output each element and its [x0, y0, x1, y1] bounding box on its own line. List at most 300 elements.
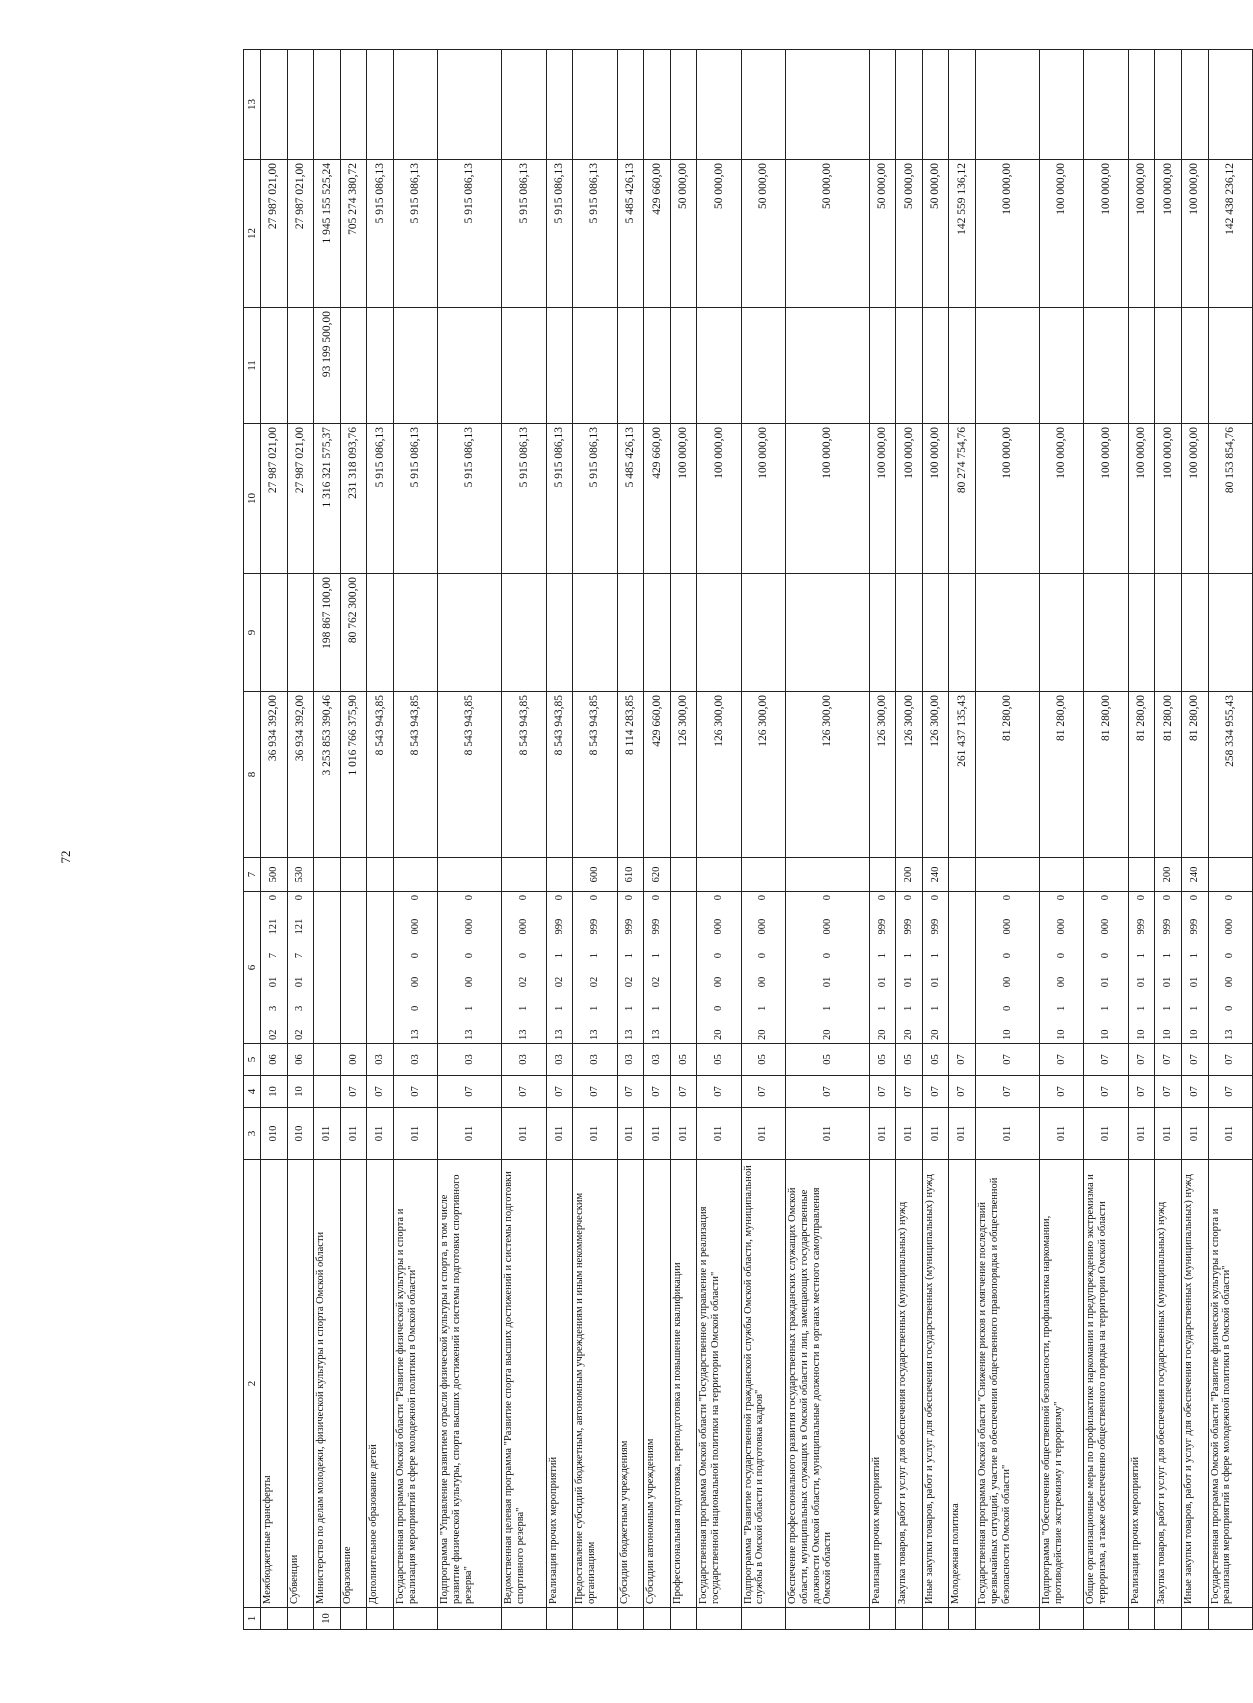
code-part: 0 — [1001, 895, 1013, 901]
amount-col11-cell — [546, 308, 573, 424]
subsection-cell: 03 — [438, 1044, 502, 1076]
amount-col13-cell — [546, 50, 573, 160]
table-row — [261, 50, 288, 1630]
expense-type-cell: 240 — [1181, 858, 1208, 892]
code-part: 1 — [651, 1005, 663, 1011]
expense-type-cell — [869, 858, 896, 892]
expense-type-cell — [1128, 858, 1155, 892]
amount-col12-cell: 50 000,00 — [786, 160, 870, 308]
code-part: 20 — [903, 1029, 915, 1040]
row-number-cell — [644, 1608, 671, 1630]
row-name-cell: Межбюджетные трансферты — [261, 1160, 288, 1608]
amount-col11-cell — [617, 308, 644, 424]
target-article-cell — [644, 892, 671, 1044]
row-name-cell: Государственная программа Омской области "Развитие физической культуры и спорта и реализация мероприятий в сфере молодежной политики в Омской области" — [1208, 1160, 1252, 1608]
code-part: 13 — [651, 1029, 663, 1040]
amount-col8-cell: 8 543 943,85 — [546, 692, 573, 858]
amount-col13-cell — [869, 50, 896, 160]
admin-code-cell: 011 — [1084, 1108, 1128, 1160]
code-part: 0 — [1224, 895, 1236, 901]
amount-col11-cell — [573, 308, 617, 424]
target-article-cell — [1084, 892, 1128, 1044]
amount-col9-cell — [367, 574, 394, 692]
admin-code-cell: 011 — [949, 1108, 976, 1160]
subsection-cell: 00 — [340, 1044, 367, 1076]
table-row — [786, 50, 870, 1630]
amount-col9-cell — [261, 574, 288, 692]
code-part: 999 — [903, 918, 915, 935]
subsection-cell: 05 — [922, 1044, 949, 1076]
row-number-cell — [949, 1608, 976, 1630]
section-cell: 07 — [393, 1076, 437, 1108]
subsection-cell: 06 — [261, 1044, 288, 1076]
row-number-cell — [670, 1608, 697, 1630]
code-part: 0 — [463, 953, 475, 959]
amount-col12-cell: 100 000,00 — [1181, 160, 1208, 308]
expense-type-cell — [1084, 858, 1128, 892]
expense-type-cell — [741, 858, 785, 892]
amount-col10-cell: 100 000,00 — [1181, 424, 1208, 574]
code-part: 999 — [876, 918, 888, 935]
expense-type-cell — [976, 858, 1040, 892]
amount-col13-cell — [741, 50, 785, 160]
admin-code-cell: 011 — [393, 1108, 437, 1160]
table-row — [393, 50, 437, 1630]
target-article-cell — [287, 892, 314, 1044]
target-article-cell — [670, 892, 697, 1044]
amount-col10-cell: 27 987 021,00 — [287, 424, 314, 574]
amount-col12-cell: 100 000,00 — [976, 160, 1040, 308]
code-part: 0 — [1100, 895, 1112, 901]
amount-col8-cell: 126 300,00 — [670, 692, 697, 858]
code-part: 0 — [1188, 895, 1200, 901]
amount-col8-cell: 36 934 392,00 — [287, 692, 314, 858]
table-row — [949, 50, 976, 1630]
subsection-cell: 07 — [1040, 1044, 1084, 1076]
expense-type-cell — [438, 858, 502, 892]
amount-col12-cell: 50 000,00 — [896, 160, 923, 308]
amount-col10-cell: 5 915 086,13 — [438, 424, 502, 574]
row-number-cell — [1084, 1608, 1128, 1630]
admin-code-cell: 011 — [1181, 1108, 1208, 1160]
amount-col13-cell — [896, 50, 923, 160]
section-cell: 07 — [546, 1076, 573, 1108]
amount-col13-cell — [922, 50, 949, 160]
subsection-cell: 06 — [287, 1044, 314, 1076]
amount-col10-cell: 5 915 086,13 — [573, 424, 617, 574]
row-number-cell — [617, 1608, 644, 1630]
table-row — [617, 50, 644, 1630]
page-number: 72 — [58, 850, 73, 864]
amount-col11-cell — [393, 308, 437, 424]
amount-col9-cell — [1040, 574, 1084, 692]
table-row — [438, 50, 502, 1630]
code-part: 000 — [1001, 918, 1013, 935]
code-part: 1 — [903, 953, 915, 959]
amount-col9-cell — [502, 574, 546, 692]
code-part: 1 — [589, 953, 601, 959]
code-part: 00 — [713, 976, 725, 988]
row-number-cell — [1155, 1608, 1182, 1630]
row-number-cell: 10 — [314, 1608, 341, 1630]
subsection-cell: 05 — [786, 1044, 870, 1076]
section-cell: 07 — [869, 1076, 896, 1108]
row-number-cell — [287, 1608, 314, 1630]
amount-col13-cell — [644, 50, 671, 160]
code-part: 10 — [1001, 1029, 1013, 1040]
target-article-cell — [261, 892, 288, 1044]
code-part: 7 — [267, 953, 279, 959]
amount-col9-cell — [1084, 574, 1128, 692]
admin-code-cell: 010 — [287, 1108, 314, 1160]
amount-col8-cell: 1 016 766 375,90 — [340, 692, 367, 858]
target-article-cell — [786, 892, 870, 1044]
amount-col9-cell — [1155, 574, 1182, 692]
code-part: 00 — [409, 976, 421, 988]
amount-col8-cell: 126 300,00 — [896, 692, 923, 858]
code-part: 0 — [876, 895, 888, 901]
target-article-cell — [502, 892, 546, 1044]
amount-col10-cell: 5 915 086,13 — [502, 424, 546, 574]
subsection-cell: 07 — [1128, 1044, 1155, 1076]
amount-col11-cell — [1128, 308, 1155, 424]
amount-col10-cell: 5 485 426,13 — [617, 424, 644, 574]
amount-col10-cell: 100 000,00 — [1084, 424, 1128, 574]
row-name-cell: Закупка товаров, работ и услуг для обеспечения государственных (муниципальных) нужд — [1155, 1160, 1182, 1608]
code-part: 20 — [713, 1029, 725, 1040]
subsection-cell: 03 — [573, 1044, 617, 1076]
row-name-cell: Иные закупки товаров, работ и услуг для обеспечения государственных (муниципальных) нужд — [1181, 1160, 1208, 1608]
table-row — [644, 50, 671, 1630]
code-part: 02 — [267, 1029, 279, 1040]
target-article-cell — [546, 892, 573, 1044]
amount-col10-cell: 100 000,00 — [697, 424, 741, 574]
amount-col8-cell: 126 300,00 — [869, 692, 896, 858]
row-name-cell: Министерство по делам молодежи, физической культуры и спорта Омской области — [314, 1160, 341, 1608]
amount-col9-cell — [949, 574, 976, 692]
code-part: 13 — [1224, 1029, 1236, 1040]
code-part: 1 — [624, 1005, 636, 1011]
section-cell: 07 — [573, 1076, 617, 1108]
subsection-cell: 07 — [1155, 1044, 1182, 1076]
code-part: 13 — [553, 1029, 565, 1040]
subsection-cell: 05 — [741, 1044, 785, 1076]
code-part: 0 — [713, 895, 725, 901]
column-header-11: 11 — [244, 308, 261, 424]
target-article-cell — [1040, 892, 1084, 1044]
amount-col13-cell — [261, 50, 288, 160]
code-part: 1 — [1162, 953, 1174, 959]
amount-col11-cell — [869, 308, 896, 424]
row-number-cell — [786, 1608, 870, 1630]
code-part: 0 — [1001, 1005, 1013, 1011]
row-name-cell: Реализация прочих мероприятий — [546, 1160, 573, 1608]
row-name-cell: Государственная программа Омской области "Снижение рисков и смягчение последствий чрезвычайных ситуаций, участие в обеспечении общественного правопорядка и общественной безопасности Омской области" — [976, 1160, 1040, 1608]
row-number-cell — [573, 1608, 617, 1630]
amount-col9-cell — [573, 574, 617, 692]
row-number-cell — [697, 1608, 741, 1630]
row-name-cell: Субсидии бюджетным учреждениям — [617, 1160, 644, 1608]
admin-code-cell: 011 — [786, 1108, 870, 1160]
amount-col13-cell — [340, 50, 367, 160]
column-header-5: 5 — [244, 1044, 261, 1076]
code-part: 999 — [929, 918, 941, 935]
code-part: 999 — [589, 918, 601, 935]
amount-col8-cell: 36 934 392,00 — [261, 692, 288, 858]
amount-col11-cell — [340, 308, 367, 424]
code-part: 02 — [553, 976, 565, 988]
budget-table — [243, 49, 1253, 1630]
code-part: 01 — [821, 976, 833, 988]
code-part: 0 — [821, 953, 833, 959]
code-part: 0 — [903, 895, 915, 901]
section-cell: 07 — [1155, 1076, 1182, 1108]
amount-col11-cell — [1181, 308, 1208, 424]
code-part: 999 — [624, 918, 636, 935]
code-part: 02 — [589, 976, 601, 988]
subsection-cell: 05 — [670, 1044, 697, 1076]
amount-col13-cell — [1208, 50, 1252, 160]
amount-col12-cell: 50 000,00 — [869, 160, 896, 308]
amount-col8-cell: 126 300,00 — [922, 692, 949, 858]
amount-col13-cell — [1084, 50, 1128, 160]
row-name-cell: Субсидии автономным учреждениям — [644, 1160, 671, 1608]
amount-col9-cell — [896, 574, 923, 692]
amount-col12-cell: 5 915 086,13 — [502, 160, 546, 308]
amount-col8-cell: 81 280,00 — [1155, 692, 1182, 858]
code-part: 0 — [757, 953, 769, 959]
amount-col12-cell: 50 000,00 — [741, 160, 785, 308]
row-number-cell — [393, 1608, 437, 1630]
admin-code-cell: 011 — [896, 1108, 923, 1160]
row-number-cell — [869, 1608, 896, 1630]
amount-col10-cell: 27 987 021,00 — [261, 424, 288, 574]
amount-col13-cell — [786, 50, 870, 160]
code-part: 3 — [267, 1005, 279, 1011]
table-row — [367, 50, 394, 1630]
code-part: 13 — [518, 1029, 530, 1040]
code-part: 1 — [757, 1005, 769, 1011]
table-row — [1155, 50, 1182, 1630]
amount-col9-cell — [393, 574, 437, 692]
subsection-cell — [314, 1044, 341, 1076]
target-article-cell — [314, 892, 341, 1044]
code-part: 999 — [651, 918, 663, 935]
amount-col8-cell: 81 280,00 — [1040, 692, 1084, 858]
amount-col9-cell — [922, 574, 949, 692]
amount-col10-cell: 231 318 093,76 — [340, 424, 367, 574]
amount-col13-cell — [1040, 50, 1084, 160]
code-part: 01 — [1188, 976, 1200, 988]
code-part: 1 — [929, 953, 941, 959]
code-part: 000 — [463, 918, 475, 935]
amount-col13-cell — [502, 50, 546, 160]
table-row — [670, 50, 697, 1630]
expense-type-cell: 200 — [896, 858, 923, 892]
expense-type-cell: 610 — [617, 858, 644, 892]
code-part: 0 — [929, 895, 941, 901]
section-cell: 07 — [502, 1076, 546, 1108]
amount-col12-cell: 142 438 236,12 — [1208, 160, 1252, 308]
row-name-cell: Общие организационные меры по профилактике наркомании и предупреждению экстремизма и терроризма, а также обеспечению общественного порядка на территории Омской области — [1084, 1160, 1128, 1608]
admin-code-cell: 010 — [261, 1108, 288, 1160]
amount-col11-cell — [896, 308, 923, 424]
code-part: 999 — [1162, 918, 1174, 935]
code-part: 1 — [1055, 1005, 1067, 1011]
admin-code-cell: 011 — [922, 1108, 949, 1160]
code-part: 1 — [1100, 1005, 1112, 1011]
section-cell: 07 — [896, 1076, 923, 1108]
code-part: 0 — [821, 895, 833, 901]
row-number-cell — [1040, 1608, 1084, 1630]
amount-col11-cell — [644, 308, 671, 424]
row-number-cell — [546, 1608, 573, 1630]
code-part: 0 — [1135, 895, 1147, 901]
code-part: 999 — [1135, 918, 1147, 935]
amount-col12-cell: 5 915 086,13 — [573, 160, 617, 308]
section-cell: 07 — [1181, 1076, 1208, 1108]
code-part: 1 — [553, 1005, 565, 1011]
row-name-cell: Предоставление субсидий бюджетным, автономным учреждениям и иным некоммерческим организациям — [573, 1160, 617, 1608]
row-name-cell: Государственная программа Омской области "Государственное управление и реализация государственной национальной политики на территории Омской области" — [697, 1160, 741, 1608]
row-number-cell — [502, 1608, 546, 1630]
table-row — [340, 50, 367, 1630]
column-header-12: 12 — [244, 160, 261, 308]
amount-col12-cell: 5 485 426,13 — [617, 160, 644, 308]
amount-col8-cell: 81 280,00 — [976, 692, 1040, 858]
amount-col13-cell — [697, 50, 741, 160]
code-part: 10 — [1162, 1029, 1174, 1040]
amount-col13-cell — [367, 50, 394, 160]
section-cell: 07 — [741, 1076, 785, 1108]
code-part: 20 — [876, 1029, 888, 1040]
target-article-cell — [1181, 892, 1208, 1044]
admin-code-cell: 011 — [367, 1108, 394, 1160]
expense-type-cell — [367, 858, 394, 892]
column-header-1: 1 — [244, 1608, 261, 1630]
column-header-4: 4 — [244, 1076, 261, 1108]
row-name-cell: Иные закупки товаров, работ и услуг для обеспечения государственных (муниципальных) нужд — [922, 1160, 949, 1608]
code-part: 1 — [821, 1005, 833, 1011]
table-row — [314, 50, 341, 1630]
amount-col13-cell — [1155, 50, 1182, 160]
row-number-cell — [896, 1608, 923, 1630]
code-part: 00 — [1055, 976, 1067, 988]
code-part: 0 — [757, 895, 769, 901]
target-article-cell — [438, 892, 502, 1044]
code-part: 1 — [1188, 953, 1200, 959]
amount-col8-cell: 81 280,00 — [1084, 692, 1128, 858]
amount-col13-cell — [573, 50, 617, 160]
code-part: 999 — [553, 918, 565, 935]
code-part: 02 — [518, 976, 530, 988]
code-part: 13 — [409, 1029, 421, 1040]
target-article-cell — [949, 892, 976, 1044]
amount-col9-cell — [741, 574, 785, 692]
code-part: 10 — [1135, 1029, 1147, 1040]
amount-col8-cell: 3 253 853 390,46 — [314, 692, 341, 858]
amount-col8-cell: 8 543 943,85 — [393, 692, 437, 858]
admin-code-cell: 011 — [1208, 1108, 1252, 1160]
column-header-8: 8 — [244, 692, 261, 858]
amount-col13-cell — [314, 50, 341, 160]
amount-col12-cell: 142 559 136,12 — [949, 160, 976, 308]
amount-col9-cell — [670, 574, 697, 692]
code-part: 1 — [589, 1005, 601, 1011]
row-name-cell: Образование — [340, 1160, 367, 1608]
admin-code-cell: 011 — [976, 1108, 1040, 1160]
admin-code-cell: 011 — [1128, 1108, 1155, 1160]
amount-col11-cell — [1084, 308, 1128, 424]
amount-col9-cell: 80 762 300,00 — [340, 574, 367, 692]
expense-type-cell — [949, 858, 976, 892]
row-number-cell — [261, 1608, 288, 1630]
expense-type-cell: 200 — [1155, 858, 1182, 892]
expense-type-cell: 500 — [261, 858, 288, 892]
table-row — [922, 50, 949, 1630]
amount-col12-cell: 1 945 155 525,24 — [314, 160, 341, 308]
code-part: 999 — [1188, 918, 1200, 935]
amount-col10-cell: 5 915 086,13 — [393, 424, 437, 574]
target-article-cell — [1128, 892, 1155, 1044]
table-row — [1040, 50, 1084, 1630]
expense-type-cell — [393, 858, 437, 892]
amount-col10-cell: 80 153 854,76 — [1208, 424, 1252, 574]
code-part: 1 — [1188, 1005, 1200, 1011]
subsection-cell: 05 — [697, 1044, 741, 1076]
amount-col13-cell — [670, 50, 697, 160]
admin-code-cell: 011 — [644, 1108, 671, 1160]
target-article-cell — [1155, 892, 1182, 1044]
amount-col10-cell: 100 000,00 — [670, 424, 697, 574]
row-number-cell — [438, 1608, 502, 1630]
section-cell: 07 — [617, 1076, 644, 1108]
code-part: 000 — [757, 918, 769, 935]
table-row — [1208, 50, 1252, 1630]
target-article-cell — [573, 892, 617, 1044]
admin-code-cell: 011 — [670, 1108, 697, 1160]
code-part: 01 — [267, 976, 279, 988]
column-header-6: 6 — [244, 892, 261, 1044]
admin-code-cell: 011 — [869, 1108, 896, 1160]
header-row — [244, 50, 261, 1630]
expense-type-cell — [786, 858, 870, 892]
table-row — [741, 50, 785, 1630]
row-name-cell: Субвенции — [287, 1160, 314, 1608]
amount-col10-cell: 1 316 321 575,37 — [314, 424, 341, 574]
code-part: 7 — [294, 953, 306, 959]
amount-col9-cell — [644, 574, 671, 692]
amount-col10-cell: 5 915 086,13 — [546, 424, 573, 574]
subsection-cell: 07 — [1181, 1044, 1208, 1076]
amount-col13-cell — [617, 50, 644, 160]
subsection-cell: 07 — [1084, 1044, 1128, 1076]
subsection-cell: 03 — [367, 1044, 394, 1076]
target-article-cell — [393, 892, 437, 1044]
code-part: 0 — [624, 895, 636, 901]
row-number-cell — [367, 1608, 394, 1630]
code-part: 00 — [1001, 976, 1013, 988]
amount-col9-cell — [617, 574, 644, 692]
row-number-cell — [1128, 1608, 1155, 1630]
code-part: 3 — [294, 1005, 306, 1011]
amount-col11-cell: 93 199 500,00 — [314, 308, 341, 424]
amount-col8-cell: 261 437 135,43 — [949, 692, 976, 858]
amount-col10-cell: 100 000,00 — [786, 424, 870, 574]
target-article-cell — [1208, 892, 1252, 1044]
code-part: 000 — [1055, 918, 1067, 935]
code-part: 1 — [463, 1005, 475, 1011]
